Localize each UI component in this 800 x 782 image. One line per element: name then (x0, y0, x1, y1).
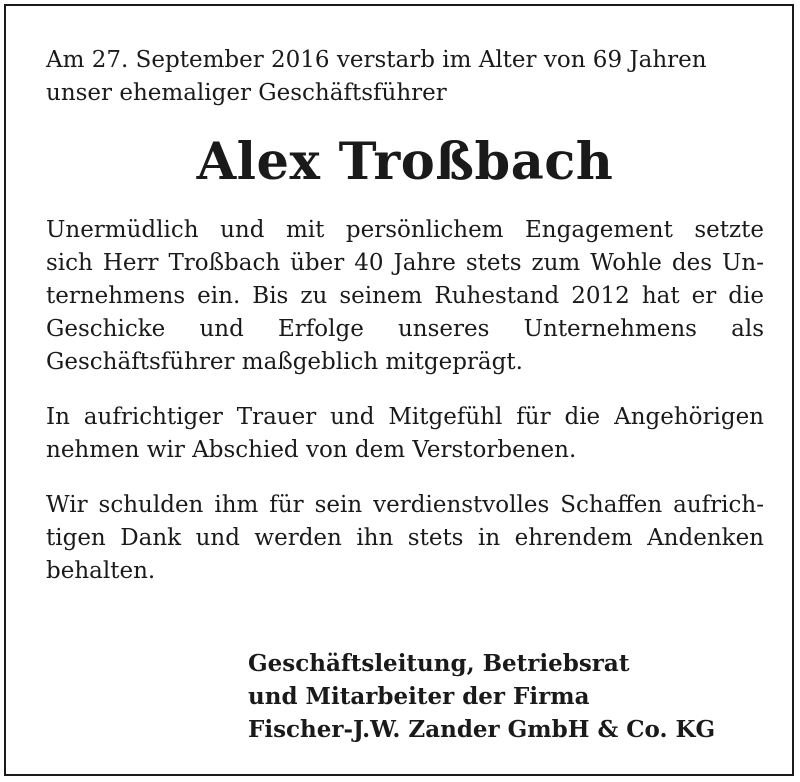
intro-line: Am 27. September 2016 verstarb im Alter von 69 Jahren (46, 47, 707, 73)
signature-block (248, 647, 715, 746)
paragraph-line: Geschicke und Erfolge unseres Unternehmens als (46, 316, 764, 342)
paragraph-line: In aufrichtiger Trauer und Mitgefühl für die Angehörigen (46, 404, 764, 430)
obituary-notice (4, 4, 794, 776)
paragraph-tribute (46, 214, 764, 379)
paragraph-gratitude (46, 489, 764, 588)
signature-line: und Mitarbeiter der Firma (248, 683, 590, 710)
paragraph-mourning (46, 401, 764, 467)
paragraph-line: tigen Dank und werden ihn stets in ehrendem Andenken (46, 525, 764, 551)
deceased-name: Alex Troßbach (196, 132, 614, 192)
paragraph-line: ternehmens ein. Bis zu seinem Ruhestand 2012 hat er die (46, 283, 764, 309)
notice-content (46, 44, 764, 588)
intro-text (46, 44, 764, 110)
paragraph-line: nehmen wir Abschied von dem Verstorbenen. (46, 437, 577, 463)
paragraph-line: Unermüdlich und mit persönlichem Engagement setzte (46, 217, 764, 243)
paragraph-line: Geschäftsführer maßgeblich mitgeprägt. (46, 349, 523, 375)
paragraph-line: sich Herr Troßbach über 40 Jahre stets zum Wohle des Un- (46, 250, 764, 276)
paragraph-line: Wir schulden ihm für sein verdienstvolles Schaffen aufrich- (46, 492, 764, 518)
intro-line: unser ehemaliger Geschäftsführer (46, 80, 447, 106)
signature-line: Fischer-J.W. Zander GmbH & Co. KG (248, 716, 716, 743)
paragraph-line: behalten. (46, 558, 156, 584)
signature-line: Geschäftsleitung, Betriebsrat (248, 650, 630, 677)
